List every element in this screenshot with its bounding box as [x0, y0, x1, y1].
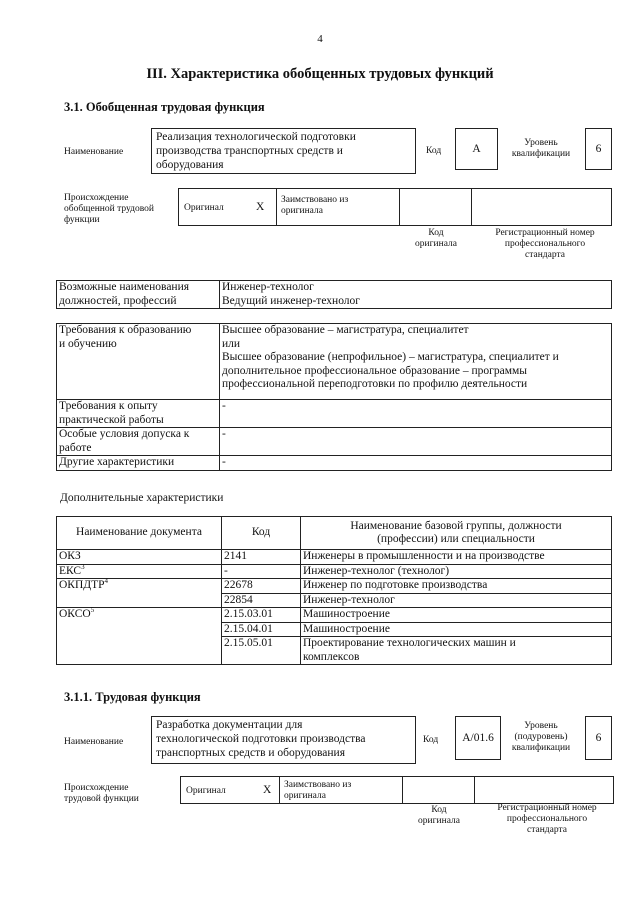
lf-orig-code-caption [403, 805, 475, 827]
education-value [220, 324, 612, 400]
gf-name-line: производства транспортных средств и [156, 145, 343, 157]
col-name-header-line: (профессии) или специальности [377, 533, 535, 545]
gf-caption-line: Регистрационный номер [495, 228, 595, 238]
okso-name-line: Проектирование технологических машин и [303, 637, 516, 649]
lf-level-label-line: (подуровень) [514, 732, 568, 742]
okso-name-line: комплексов [303, 650, 360, 663]
okso-footnote-ref: 5 [90, 606, 95, 615]
table-row [57, 579, 612, 594]
gf-reg-caption [476, 228, 614, 261]
okso-code: 2.15.03.01 [222, 608, 301, 623]
special-label-line: Особые условия допуска к [59, 428, 190, 440]
education-value-line: дополнительное профессиональное образование – программы [222, 364, 527, 377]
lf-level-value: 6 [585, 716, 612, 760]
gf-name-label: Наименование [64, 147, 124, 157]
generalized-function-heading: 3.1. Обобщенная трудовая функция [64, 100, 265, 114]
lf-caption-line: Код [431, 805, 447, 815]
okso-name: Машиностроение [301, 608, 612, 623]
gf-level-label-line: Уровень [524, 138, 558, 148]
lf-origin-divider [474, 776, 475, 804]
gf-level-label [505, 138, 577, 160]
lf-level-label [505, 721, 577, 754]
lf-caption-line: Регистрационный номер [497, 803, 597, 813]
okpdtr-name: Инженер-технолог [301, 593, 612, 608]
gf-origin-divider [399, 188, 400, 226]
positions-value-line: Ведущий инженер-технолог [222, 294, 360, 307]
okso-code: 2.15.05.01 [222, 637, 301, 665]
lf-level-label-line: квалификации [511, 743, 571, 753]
lf-original-mark: X [263, 784, 272, 796]
positions-value [220, 281, 612, 309]
positions-label-line: Возможные наименования [59, 281, 190, 293]
lf-name-line: Разработка документации для [156, 719, 303, 731]
lf-caption-line: оригинала [418, 816, 460, 826]
gf-origin-label-line: обобщенной трудовой [64, 204, 154, 214]
gf-code-label: Код [426, 146, 442, 156]
section-title: III. Характеристика обобщенных трудовых функций [146, 66, 494, 82]
lf-name-box [151, 716, 416, 764]
lf-original-label: Оригинал [186, 786, 226, 796]
okpdtr-footnote-ref: 4 [104, 577, 109, 586]
lf-name-line: технологической подготовки производства [156, 733, 366, 745]
positions-label [57, 281, 220, 309]
okso-name [301, 637, 612, 665]
col-doc-header: Наименование документа [57, 517, 222, 550]
gf-code-value: A [455, 128, 498, 170]
experience-label-line: Требования к опыту [59, 400, 158, 412]
okso-label-text: ОКСО [59, 608, 91, 620]
okpdtr-name: Инженер по подготовке производства [301, 579, 612, 594]
okz-label: ОКЗ [57, 550, 222, 565]
positions-value-line: Инженер-технолог [222, 281, 314, 293]
col-code-header: Код [222, 517, 301, 550]
eks-name: Инженер-технолог (технолог) [301, 564, 612, 579]
eks-label-text: ЕКС [59, 564, 82, 577]
gf-orig-code-caption [400, 228, 472, 250]
lf-borrowed-label-line: Заимствовано из [284, 780, 352, 790]
table-row [57, 564, 612, 579]
education-value-line: Высшее образование – магистратура, специалитет [222, 324, 469, 336]
gf-level-value: 6 [585, 128, 612, 170]
education-value-line: профессиональной переподготовки по профилю деятельности [222, 378, 528, 390]
gf-origin-label [64, 193, 154, 226]
gf-name-box [151, 128, 416, 174]
col-name-header [301, 517, 612, 550]
lf-borrowed-label [284, 780, 351, 802]
gf-borrowed-label-line: Заимствовано из [281, 195, 349, 205]
lf-reg-caption [478, 803, 616, 836]
gf-level-label-line: квалификации [511, 149, 571, 159]
okso-code: 2.15.04.01 [222, 622, 301, 637]
other-characteristics-value: - [220, 456, 612, 471]
special-conditions-label [57, 428, 220, 456]
lf-name-line: транспортных средств и оборудования [156, 747, 345, 759]
gf-origin-divider [276, 188, 277, 226]
gf-caption-line: Код [428, 228, 444, 238]
lf-code-value: A/01.6 [455, 716, 501, 760]
gf-borrowed-label-line: оригинала [281, 206, 323, 216]
okz-name: Инженеры в промышленности и на производстве [301, 550, 612, 565]
requirements-table [56, 323, 612, 471]
lf-origin-label [64, 783, 139, 805]
okpdtr-code: 22678 [222, 579, 301, 594]
lf-level-label-line: Уровень [524, 721, 558, 731]
lf-name-label: Наименование [64, 737, 124, 747]
gf-original-label: Оригинал [184, 203, 224, 213]
table-row [57, 550, 612, 565]
lf-origin-divider [402, 776, 403, 804]
gf-original-mark: X [256, 201, 265, 213]
okz-code: 2141 [222, 550, 301, 565]
eks-footnote-ref: 3 [81, 562, 85, 571]
page-number: 4 [317, 33, 323, 45]
labor-function-heading: 3.1.1. Трудовая функция [64, 690, 201, 704]
okpdtr-code: 22854 [222, 593, 301, 608]
education-label-line: Требования к образованию [59, 324, 192, 336]
gf-caption-line: профессионального [504, 239, 586, 249]
gf-origin-divider [471, 188, 472, 226]
okso-label [57, 608, 222, 665]
other-characteristics-label: Другие характеристики [57, 456, 220, 471]
gf-name-line: оборудования [156, 159, 224, 171]
lf-caption-line: стандарта [527, 825, 567, 835]
eks-label [57, 564, 222, 579]
gf-origin-label-line: функции [64, 215, 100, 225]
lf-origin-label-line: Происхождение [64, 783, 129, 793]
experience-label-line: практической работы [59, 413, 164, 426]
eks-code: - [222, 564, 301, 579]
lf-code-label: Код [423, 735, 439, 745]
special-conditions-value: - [220, 428, 612, 456]
special-label-line: работе [59, 441, 92, 454]
additional-table [56, 516, 612, 665]
education-label-line: и обучению [59, 337, 117, 350]
positions-label-line: должностей, профессий [59, 294, 177, 307]
table-row [57, 608, 612, 623]
gf-caption-line: стандарта [525, 250, 565, 260]
experience-label [57, 400, 220, 428]
lf-caption-line: профессионального [506, 814, 588, 824]
okpdtr-label [57, 579, 222, 608]
education-label [57, 324, 220, 400]
gf-caption-line: оригинала [415, 239, 457, 249]
lf-origin-label-line: трудовой функции [64, 794, 139, 804]
education-value-line: или [222, 337, 241, 350]
okpdtr-label-text: ОКПДТР [59, 579, 105, 591]
gf-origin-label-line: Происхождение [64, 193, 129, 203]
experience-value: - [220, 400, 612, 428]
gf-name-line: Реализация технологической подготовки [156, 131, 356, 143]
lf-origin-row [180, 776, 614, 804]
col-name-header-line: Наименование базовой группы, должности [350, 519, 562, 532]
education-value-line: Высшее образование (непрофильное) – магистратура, специалитет и [222, 351, 559, 363]
okso-name: Машиностроение [301, 622, 612, 637]
positions-table [56, 280, 612, 309]
gf-borrowed-label [281, 195, 348, 217]
gf-origin-row [178, 188, 612, 226]
lf-origin-divider [279, 776, 280, 804]
additional-heading: Дополнительные характеристики [60, 492, 224, 504]
lf-borrowed-label-line: оригинала [284, 791, 326, 801]
